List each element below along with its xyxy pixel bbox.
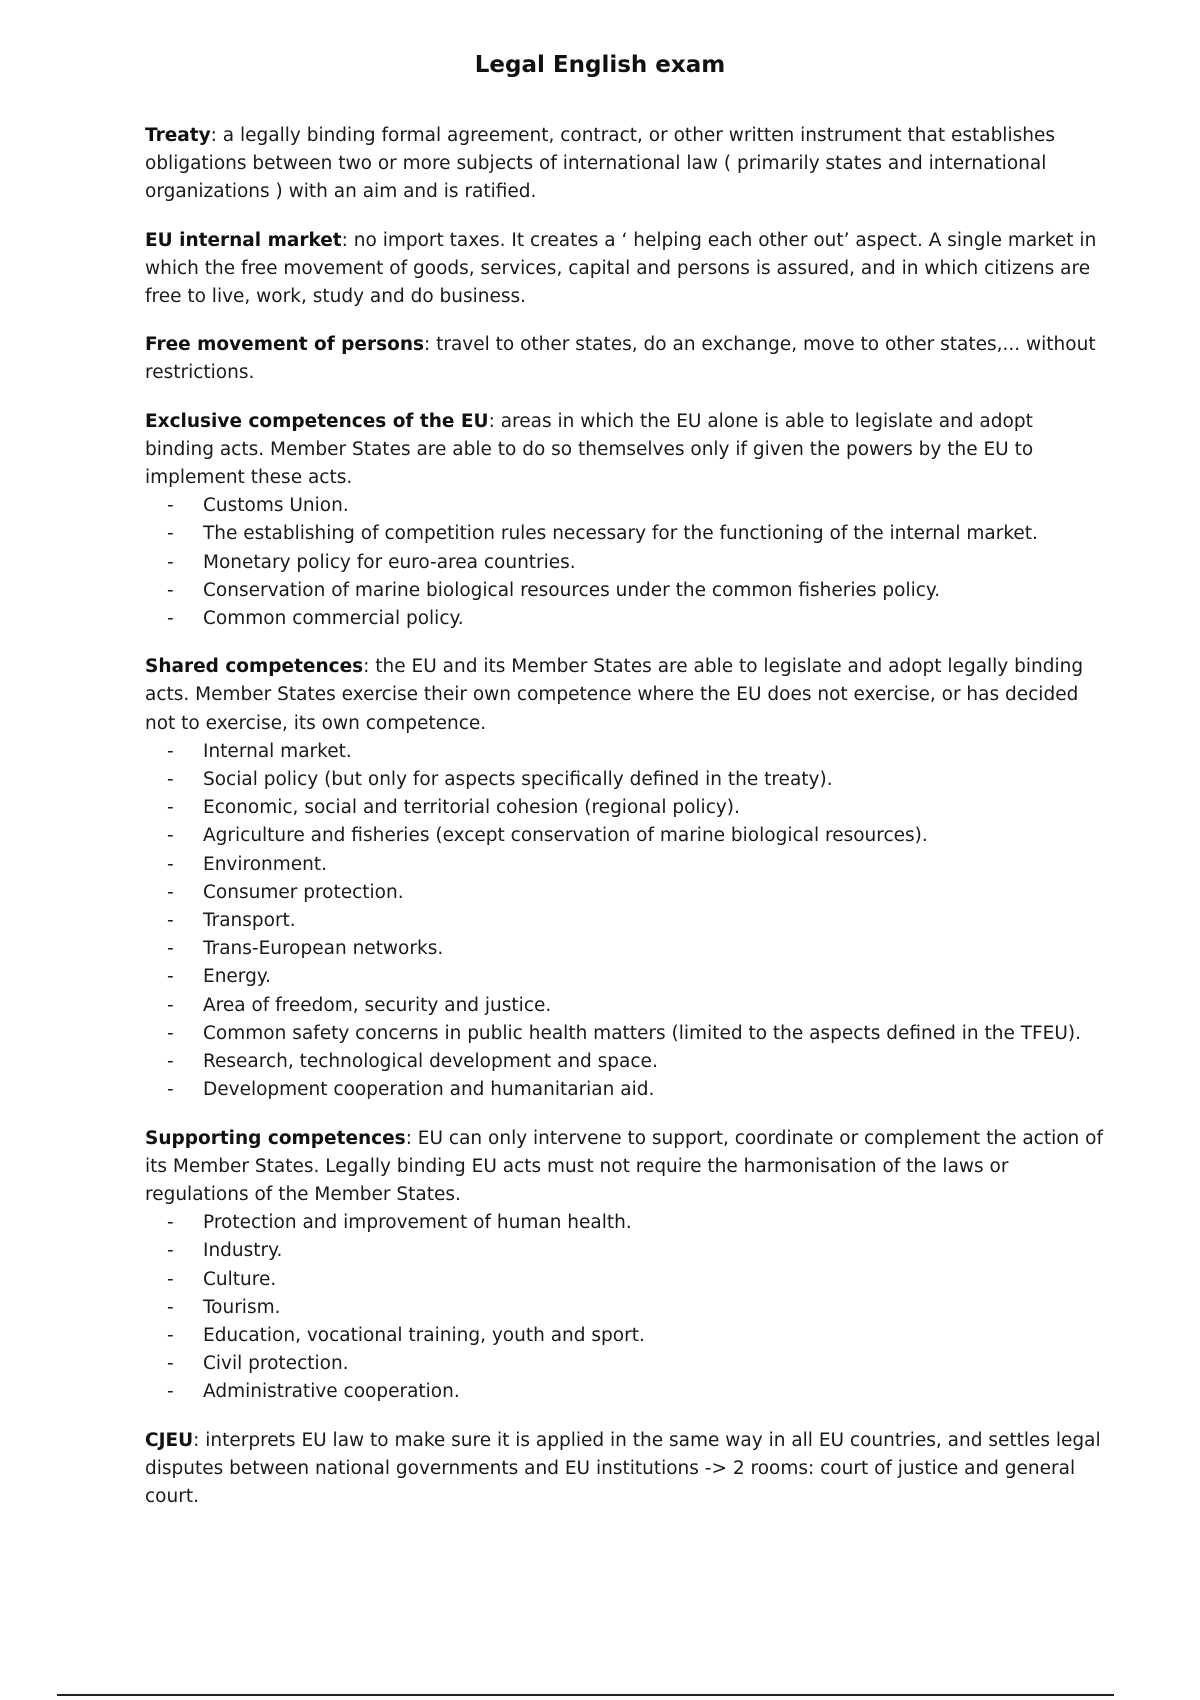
definition-term: Treaty bbox=[145, 125, 211, 146]
definition-text: : no import taxes. It creates a ‘ helping each other out’ aspect. A single market in which the free movement of goods, services, capital and persons is assured, and in which citizens are free to live, work, study and do business. bbox=[145, 229, 1097, 308]
list-item: - Environment. bbox=[145, 851, 1105, 879]
definition-section bbox=[145, 227, 1105, 312]
list-item: - Common commercial policy. bbox=[145, 605, 1105, 633]
definition-text: : travel to other states, do an exchange, move to other states,... without restrictions. bbox=[145, 334, 1096, 384]
list-item: - Tourism. bbox=[145, 1294, 1105, 1322]
bullet-list bbox=[145, 492, 1105, 633]
definition-term: Exclusive competences of the EU bbox=[145, 410, 489, 432]
definition-paragraph bbox=[145, 653, 1105, 738]
definition-term: CJEU bbox=[145, 1429, 194, 1451]
list-item: - Culture. bbox=[145, 1266, 1105, 1294]
list-item: - Customs Union. bbox=[145, 492, 1105, 520]
definition-paragraph bbox=[145, 227, 1105, 312]
definition-paragraph bbox=[145, 331, 1105, 387]
list-item: - Administrative cooperation. bbox=[145, 1378, 1105, 1406]
bullet-list bbox=[145, 1209, 1105, 1406]
definition-paragraph bbox=[145, 122, 1105, 207]
definition-text: : interprets EU law to make sure it is applied in the same way in all EU countries, and settles legal disputes between national governments and EU institutions -> 2 rooms: court of justice and general court. bbox=[145, 1429, 1101, 1507]
bullet-list bbox=[145, 738, 1105, 1105]
definition-section bbox=[145, 653, 1105, 1104]
page-title: Legal English exam bbox=[474, 52, 726, 78]
list-item: - Civil protection. bbox=[145, 1350, 1105, 1378]
definition-paragraph bbox=[145, 1427, 1105, 1512]
list-item: - Energy. bbox=[145, 963, 1105, 991]
definition-section bbox=[145, 331, 1105, 387]
definition-term: EU internal market bbox=[145, 229, 342, 251]
list-item: - Research, technological development and space. bbox=[145, 1048, 1105, 1076]
definition-section bbox=[145, 408, 1105, 634]
list-item: - Internal market. bbox=[145, 738, 1105, 766]
list-item: - Common safety concerns in public health matters (limited to the aspects defined in the TFEU). bbox=[145, 1020, 1105, 1048]
definition-text: : the EU and its Member States are able to legislate and adopt legally binding acts. Member States exercise their own competence where the EU does not exercise, or has decided not to exercise, its own competence. bbox=[145, 656, 1084, 734]
list-item: - Education, vocational training, youth and sport. bbox=[145, 1322, 1105, 1350]
list-item: - The establishing of competition rules necessary for the functioning of the internal market. bbox=[145, 520, 1105, 548]
list-item: - Consumer protection. bbox=[145, 879, 1105, 907]
definition-section bbox=[145, 1125, 1105, 1407]
list-item: - Transport. bbox=[145, 907, 1105, 935]
list-item: - Conservation of marine biological resources under the common fisheries policy. bbox=[145, 577, 1105, 605]
definition-section bbox=[145, 122, 1105, 207]
definition-term: Shared competences bbox=[145, 656, 364, 678]
list-item: - Economic, social and territorial cohesion (regional policy). bbox=[145, 794, 1105, 822]
document-body bbox=[145, 122, 1105, 1531]
list-item: - Industry. bbox=[145, 1237, 1105, 1265]
page-divider bbox=[57, 1694, 1114, 1696]
definition-text: : areas in which the EU alone is able to legislate and adopt binding acts. Member States are able to do so themselves only if given the powers by the EU to implement these acts. bbox=[145, 410, 1034, 489]
list-item: - Protection and improvement of human health. bbox=[145, 1209, 1105, 1237]
definition-paragraph bbox=[145, 408, 1105, 493]
list-item: - Trans-European networks. bbox=[145, 935, 1105, 963]
list-item: - Monetary policy for euro-area countries. bbox=[145, 549, 1105, 577]
definition-text: : a legally binding formal agreement, contract, or other written instrument that establishes obligations between two or more subjects of international law ( primarily states and international organizations ) with an aim and is ratified. bbox=[145, 125, 1055, 203]
list-item: - Area of freedom, security and justice. bbox=[145, 992, 1105, 1020]
definition-paragraph bbox=[145, 1125, 1105, 1210]
definition-text: : EU can only intervene to support, coordinate or complement the action of its Member States. Legally binding EU acts must not require the harmonisation of the laws or regulations of the Member States. bbox=[145, 1127, 1103, 1205]
definition-section bbox=[145, 1427, 1105, 1512]
definition-term: Free movement of persons bbox=[145, 334, 424, 356]
definition-term: Supporting competences bbox=[145, 1127, 406, 1149]
list-item: - Agriculture and fisheries (except conservation of marine biological resources). bbox=[145, 822, 1105, 850]
list-item: - Social policy (but only for aspects specifically defined in the treaty). bbox=[145, 766, 1105, 794]
list-item: - Development cooperation and humanitarian aid. bbox=[145, 1076, 1105, 1104]
